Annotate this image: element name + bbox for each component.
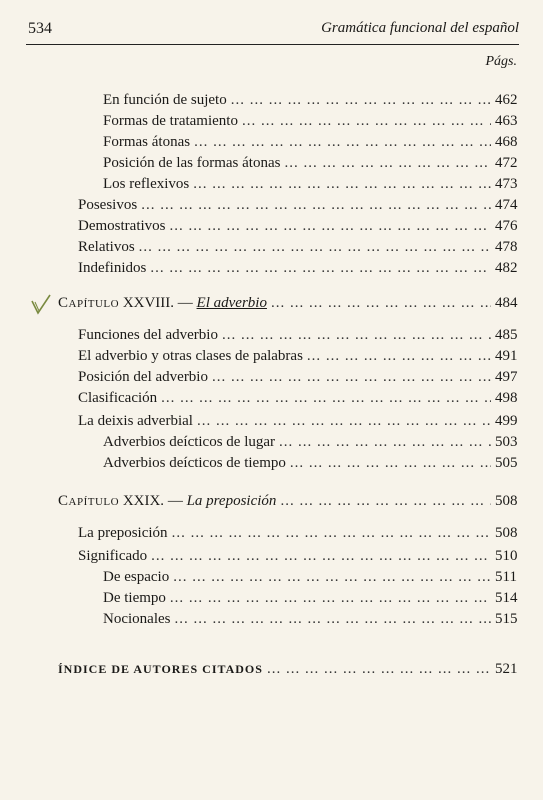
- toc-entry-page: 476: [495, 218, 518, 234]
- toc-entry-label: De espacio: [103, 569, 170, 585]
- leader-dots: [279, 431, 491, 453]
- chapter-heading: [0, 292, 543, 314]
- toc-entry-label: La deixis adverbial: [78, 413, 193, 429]
- toc-entry-page: 505: [495, 455, 518, 471]
- leader-dots: [172, 522, 491, 544]
- toc-entry: [0, 387, 543, 409]
- chapter-title: El adverbio: [196, 295, 267, 311]
- toc-entry-label: Indefinidos: [78, 260, 147, 276]
- toc-entry-page: 482: [495, 260, 518, 276]
- toc-entry: [0, 366, 543, 388]
- toc-entry-label: Los reflexivos: [103, 176, 190, 192]
- leader-dots: [151, 545, 491, 567]
- toc-entry-label: El adverbio y otras clases de palabras: [78, 348, 303, 364]
- chapter-number: XXIX.: [122, 493, 165, 509]
- leader-dots: [280, 490, 491, 512]
- toc-entry: [0, 522, 543, 544]
- toc-entry-page: 491: [495, 348, 518, 364]
- toc-entry-label: Adverbios deícticos de tiempo: [103, 455, 286, 471]
- toc-entry-label: Adverbios deícticos de lugar: [103, 434, 276, 450]
- toc-entry: [0, 215, 543, 237]
- toc-entry-label: Posesivos: [78, 197, 138, 213]
- toc-entry-label: En función de sujeto: [103, 92, 227, 108]
- toc-entry-label: Posición del adverbio: [78, 369, 208, 385]
- toc-entry: [0, 345, 543, 367]
- leader-dots: [170, 587, 491, 609]
- toc-entry: [0, 324, 543, 346]
- toc-entry: [0, 545, 543, 567]
- toc-entry-page: 499: [495, 413, 518, 429]
- toc-entry-page: 497: [495, 369, 518, 385]
- leader-dots: [284, 152, 491, 174]
- chapter-word: Capítulo: [58, 493, 120, 509]
- leader-dots: [193, 173, 491, 195]
- toc-entry-label: Formas de tratamiento: [103, 113, 238, 129]
- toc-entry: [0, 566, 543, 588]
- toc-entry: [0, 131, 543, 153]
- toc-entry: [0, 410, 543, 432]
- leader-dots: [173, 566, 491, 588]
- toc-entry: [0, 110, 543, 132]
- toc-entry-label: Formas átonas: [103, 134, 191, 150]
- leader-dots: [307, 345, 491, 367]
- toc-entry: [0, 452, 543, 474]
- leader-dots: [174, 608, 491, 630]
- chapter-heading-label: Capítulo XXIX. — La preposición: [58, 493, 277, 509]
- toc-entry-label: Nocionales: [103, 611, 171, 627]
- leader-dots: [222, 324, 491, 346]
- leader-dots: [139, 236, 491, 258]
- book-title: Gramática funcional del español: [321, 20, 519, 36]
- chapter-title: La preposición: [186, 493, 277, 509]
- chapter-number: XXVIII.: [122, 295, 175, 311]
- toc-entry-label: Clasificación: [78, 390, 158, 406]
- toc-entry: [0, 173, 543, 195]
- leader-dots: [141, 194, 491, 216]
- leader-dots: [212, 366, 491, 388]
- toc-entry-page: 503: [495, 434, 518, 450]
- leader-dots: [271, 292, 491, 314]
- toc-entry: [0, 236, 543, 258]
- toc-entry: [0, 152, 543, 174]
- toc-entry-page: 468: [495, 134, 518, 150]
- leader-dots: [290, 452, 491, 474]
- toc-entry-page: 514: [495, 590, 518, 606]
- toc-entry: [0, 431, 543, 453]
- leader-dots: [242, 110, 491, 132]
- leader-dots: [231, 89, 491, 111]
- toc-entry-page: 462: [495, 92, 518, 108]
- leader-dots: [194, 131, 491, 153]
- toc-entry-page: 484: [495, 295, 518, 311]
- leader-dots: [197, 410, 491, 432]
- toc-entry-page: 498: [495, 390, 518, 406]
- toc-entry-page: 485: [495, 327, 518, 343]
- toc-entry-label: Demostrativos: [78, 218, 166, 234]
- index-entry: [0, 658, 543, 680]
- toc-entry: [0, 89, 543, 111]
- toc-entry-page: 508: [495, 493, 518, 509]
- leader-dots: [170, 215, 492, 237]
- toc-entry: [0, 194, 543, 216]
- toc-entry-page: 478: [495, 239, 518, 255]
- leader-dots: [161, 387, 491, 409]
- pages-column-label: Págs.: [485, 54, 517, 69]
- toc-entry-page: 473: [495, 176, 518, 192]
- toc-entry-label: Funciones del adverbio: [78, 327, 218, 343]
- toc-entry-label: La preposición: [78, 525, 168, 541]
- toc-entry-label: Significado: [78, 548, 148, 564]
- index-entry-label: ÍNDICE DE AUTORES CITADOS: [58, 662, 263, 676]
- chapter-heading-label: Capítulo XXVIII. — El adverbio: [58, 295, 267, 311]
- toc-entry-label: Relativos: [78, 239, 135, 255]
- toc-entry-page: 472: [495, 155, 518, 171]
- toc-entry-page: 511: [495, 569, 517, 585]
- chapter-heading: [0, 490, 543, 512]
- page-number: 534: [28, 20, 52, 37]
- toc-entry-page: 463: [495, 113, 518, 129]
- toc-entry-label: De tiempo: [103, 590, 166, 606]
- chapter-word: Capítulo: [58, 295, 120, 311]
- leader-dots: [267, 658, 491, 680]
- toc-entry-label: Posición de las formas átonas: [103, 155, 281, 171]
- toc-entry-page: 508: [495, 525, 518, 541]
- toc-entry-page: 474: [495, 197, 518, 213]
- toc-entry: [0, 608, 543, 630]
- toc-entry: [0, 257, 543, 279]
- toc-entry-page: 521: [495, 661, 518, 677]
- toc-entry-page: 510: [495, 548, 518, 564]
- leader-dots: [150, 257, 491, 279]
- toc-entry-page: 515: [495, 611, 518, 627]
- toc-entry: [0, 587, 543, 609]
